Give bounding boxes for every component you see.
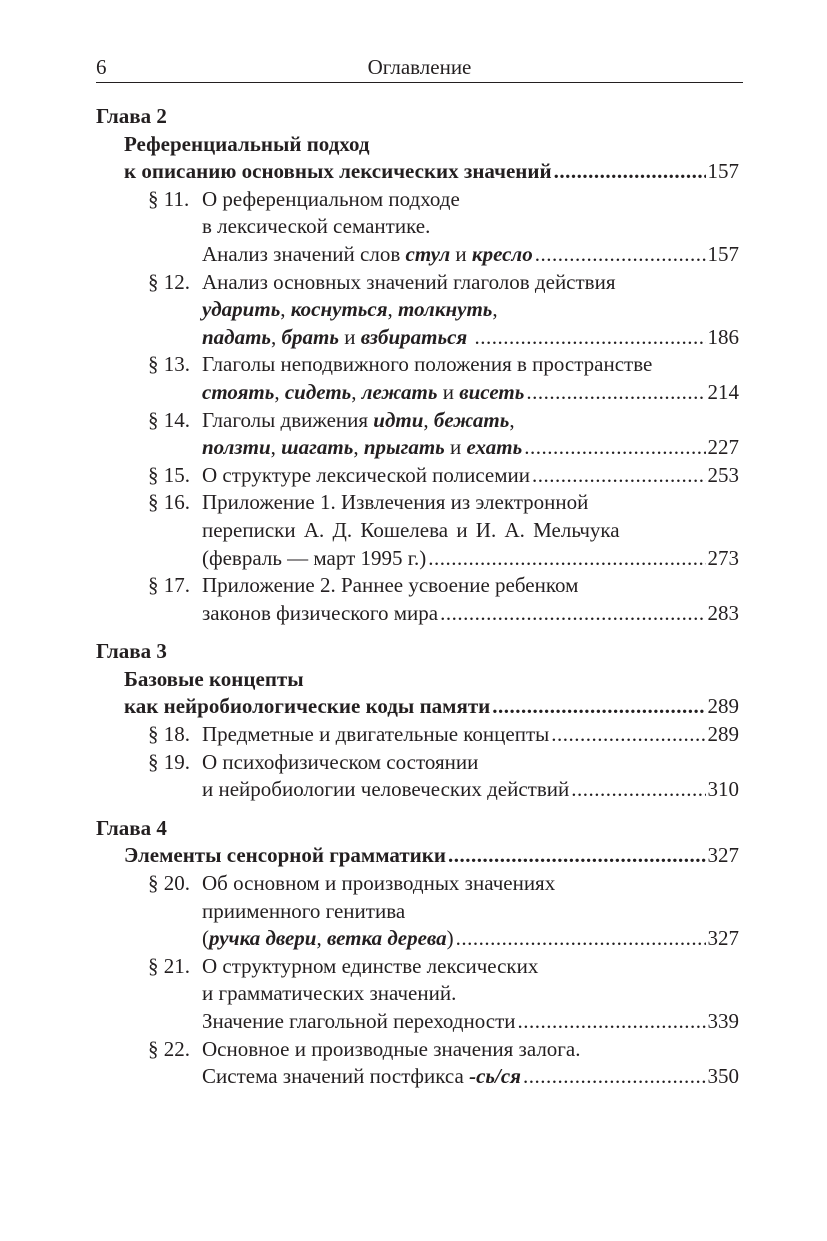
section-title: Основное и производные значения залога. <box>202 1036 581 1061</box>
page-ref: 283 <box>707 600 739 625</box>
toc-entry-last[interactable] <box>96 379 739 407</box>
page-ref: 157 <box>707 241 739 266</box>
page-ref: 327 <box>707 926 739 951</box>
section-title: Приложение 2. Раннее усвоение ребенком <box>202 573 579 598</box>
section-title: Анализ основных значений глаголов действия <box>202 269 616 294</box>
section-title: стоять, сидеть, лежать и висеть <box>202 379 525 404</box>
example-word: шагать <box>281 435 354 460</box>
toc-entry-last[interactable] <box>96 324 739 352</box>
toc-entry <box>96 953 739 981</box>
toc-entry-last[interactable] <box>96 1008 739 1036</box>
example-word: падать <box>202 324 272 349</box>
section-title: Анализ значений слов стул и кресло <box>202 241 533 266</box>
page-ref: 186 <box>707 324 739 349</box>
section-title: приименного генитива <box>202 898 406 923</box>
example-word: бежать <box>433 407 510 432</box>
page-ref: 310 <box>707 777 739 802</box>
example-word: идти <box>373 407 424 432</box>
table-of-contents <box>96 103 739 1091</box>
leader-dots <box>535 241 706 269</box>
section-number: § 12. <box>148 269 190 294</box>
chapter-title-entry[interactable] <box>96 693 739 721</box>
toc-entry <box>96 489 739 517</box>
chapter-title-entry[interactable] <box>96 158 739 186</box>
chapter-title: как нейробиологические коды памяти <box>124 694 491 719</box>
section-title: и нейробиологии человеческих действий <box>202 777 570 802</box>
section-title: Глаголы движения идти, бежать, <box>202 407 515 432</box>
toc-entry <box>96 186 739 214</box>
leader-dots <box>571 776 705 804</box>
chapter-title: Элементы сенсорной грамматики <box>124 843 446 868</box>
example-word: стул <box>405 241 451 266</box>
section-title: ползти, шагать, прыгать и ехать <box>202 435 523 460</box>
example-word: прыгать <box>363 435 445 460</box>
toc-entry-last[interactable] <box>96 776 739 804</box>
section-title: Система значений постфикса -сь/ся <box>202 1064 521 1089</box>
page-ref: 339 <box>707 1009 739 1033</box>
toc-entry <box>96 269 739 297</box>
section-title: падать, брать и взбираться <box>202 324 468 349</box>
page-number: 6 <box>96 55 107 79</box>
example-word: коснуться <box>290 297 388 322</box>
example-word: стоять <box>202 379 275 404</box>
page-ref: 253 <box>707 462 739 487</box>
section-title: (февраль — март 1995 г.) <box>202 545 427 570</box>
section-title: в лексической семантике. <box>202 214 431 239</box>
leader-dots <box>532 462 705 490</box>
section-title: и грамматических значений. <box>202 981 457 1006</box>
section-number: § 15. <box>148 462 190 487</box>
example-word: ползти <box>202 435 271 460</box>
toc-entry <box>96 1036 739 1064</box>
section-number: § 22. <box>148 1036 190 1061</box>
chapter-title: к описанию основных лексических значений <box>124 159 552 184</box>
example-suffix: -сь/ся <box>469 1064 521 1089</box>
toc-entry-last[interactable] <box>96 600 739 628</box>
toc-entry[interactable] <box>96 721 739 749</box>
toc-entry-last[interactable] <box>96 434 739 462</box>
leader-dots <box>551 721 705 749</box>
leader-dots <box>440 600 705 628</box>
section-number: § 19. <box>148 749 190 774</box>
page-ref: 289 <box>707 694 739 719</box>
example-word: ручка двери <box>209 926 317 951</box>
chapter-title: Базовые концепты <box>124 666 304 691</box>
page-ref: 289 <box>707 722 739 747</box>
leader-dots <box>554 158 706 186</box>
chapter-title: Референциальный подход <box>124 131 370 156</box>
leader-dots <box>492 693 705 721</box>
example-word: лежать <box>361 379 438 404</box>
page-ref: 273 <box>707 545 739 570</box>
section-title: Предметные и двигательные концепты <box>202 722 550 747</box>
example-word: висеть <box>459 379 525 404</box>
section-title: Приложение 1. Извлечения из электронной <box>202 490 589 515</box>
example-word: сидеть <box>284 379 352 404</box>
leader-dots <box>474 324 705 352</box>
section-title: Значение глагольной переходности <box>202 1009 516 1033</box>
leader-dots <box>526 379 705 407</box>
leader-dots <box>456 925 706 953</box>
section-title: ударить, коснуться, толкнуть, <box>202 297 498 322</box>
toc-entry <box>96 572 739 600</box>
page-ref: 214 <box>707 379 739 404</box>
chapter-label: Глава 4 <box>96 815 167 840</box>
toc-entry-last[interactable] <box>96 1063 739 1091</box>
section-title: переписки А. Д. Кошелева и И. А. Мельчука <box>202 517 620 542</box>
section-title: Об основном и производных значениях <box>202 871 556 896</box>
toc-entry-last[interactable] <box>96 925 739 953</box>
chapter-title-entry[interactable] <box>96 842 739 870</box>
section-number: § 18. <box>148 722 190 747</box>
example-word: ветка дерева <box>326 926 447 951</box>
toc-entry <box>96 351 739 379</box>
toc-entry-last[interactable] <box>96 241 739 269</box>
section-number: § 21. <box>148 953 190 978</box>
section-title: О структуре лексической полисемии <box>202 462 531 487</box>
leader-dots <box>428 545 705 573</box>
page-ref: 327 <box>707 843 739 868</box>
section-number: § 13. <box>148 352 190 377</box>
example-word: ехать <box>466 435 523 460</box>
leader-dots <box>518 1008 706 1036</box>
toc-entry <box>96 749 739 777</box>
running-title: Оглавление <box>367 55 472 79</box>
section-title: (ручка двери, ветка дерева) <box>202 926 454 951</box>
toc-entry <box>96 870 739 898</box>
leader-dots <box>524 434 705 462</box>
toc-entry <box>96 407 739 435</box>
section-number: § 14. <box>148 407 190 432</box>
example-word: толкнуть <box>398 297 493 322</box>
example-word: брать <box>281 324 339 349</box>
section-title: О структурном единстве лексических <box>202 953 539 978</box>
section-title: законов физического мира <box>202 600 439 625</box>
section-number: § 11. <box>148 186 190 211</box>
example-word: ударить <box>202 297 281 322</box>
example-word: взбираться <box>360 324 468 349</box>
page-ref: 350 <box>707 1064 739 1089</box>
section-title: О психофизическом состоянии <box>202 749 479 774</box>
chapter-label: Глава 3 <box>96 639 167 664</box>
section-number: § 20. <box>148 871 190 896</box>
running-header <box>96 52 743 83</box>
toc-entry-last[interactable] <box>96 545 739 573</box>
section-number: § 17. <box>148 573 190 598</box>
chapter-label: Глава 2 <box>96 104 167 128</box>
section-number: § 16. <box>148 490 190 515</box>
section-title: О референциальном подходе <box>202 186 460 211</box>
page-ref: 227 <box>707 435 739 460</box>
example-word: кресло <box>471 241 533 266</box>
page-ref: 157 <box>707 159 739 184</box>
toc-entry[interactable] <box>96 462 739 490</box>
leader-dots <box>448 842 706 870</box>
section-title: Глаголы неподвижного положения в пространстве <box>202 352 653 377</box>
leader-dots <box>523 1063 706 1091</box>
